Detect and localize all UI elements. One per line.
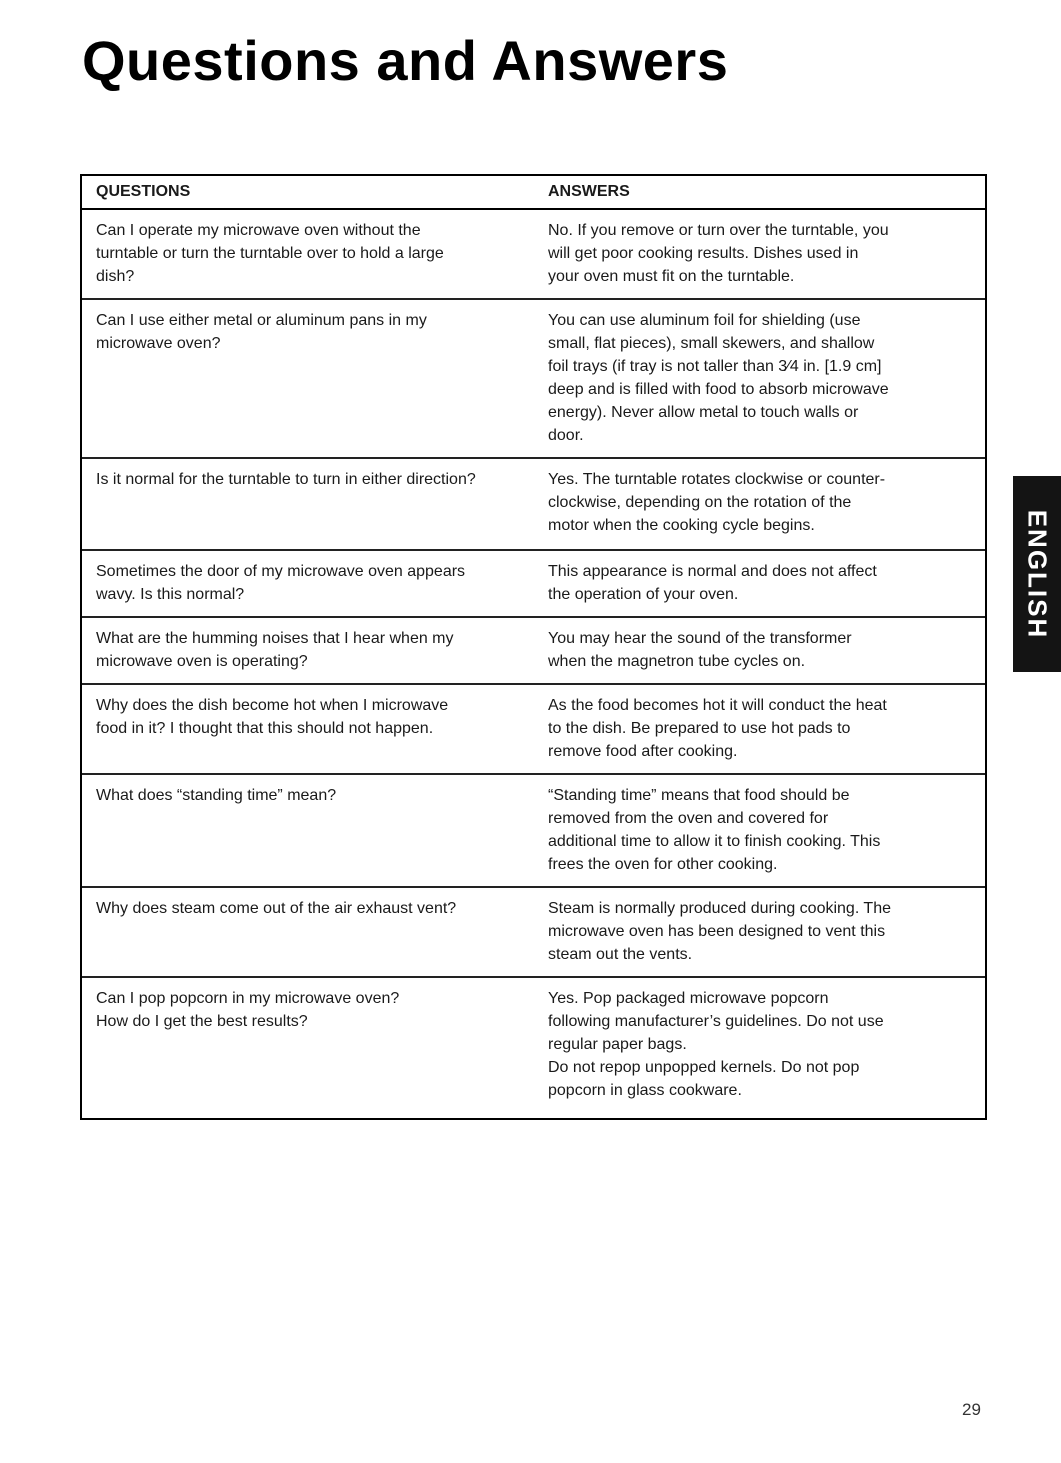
table-row xyxy=(82,978,985,1118)
table-row xyxy=(82,210,985,300)
answer-cell: “Standing time” means that food should be removed from the oven and covered for additional time to allow it to finish cooking. This frees the oven for other cooking. xyxy=(548,787,881,873)
question-cell: What are the humming noises that I hear when my microwave oven is operating? xyxy=(96,630,454,670)
answer-cell: Steam is normally produced during cooking. The microwave oven has been designed to vent this steam out the vents. xyxy=(548,900,891,963)
answers-header: ANSWERS xyxy=(548,183,630,200)
questions-header: QUESTIONS xyxy=(96,183,191,200)
qa-table xyxy=(80,174,987,1120)
answer-cell: As the food becomes hot it will conduct the heat to the dish. Be prepared to use hot pads to remove food after cooking. xyxy=(548,697,887,760)
language-tab-label: ENGLISH xyxy=(1022,509,1053,639)
question-cell: Why does the dish become hot when I microwave food in it? I thought that this should not happen. xyxy=(96,697,449,737)
table-header xyxy=(82,176,985,210)
question-cell: Why does steam come out of the air exhaust vent? xyxy=(96,900,457,917)
answer-cell: Yes. The turntable rotates clockwise or counter- clockwise, depending on the rotation of the motor when the cooking cycle begins. xyxy=(548,471,886,534)
question-cell: Can I operate my microwave oven without the turntable or turn the turntable over to hold a large dish? xyxy=(96,222,444,285)
answer-cell: You can use aluminum foil for shielding (use small, flat pieces), small skewers, and shallow foil trays (if tray is not taller than 3⁄4 in. [1.9 cm] deep and is filled with food to absorb microwave energy). Never allow metal to touch walls or door. xyxy=(548,312,889,444)
answer-cell: No. If you remove or turn over the turntable, you will get poor cooking results. Dishes used in your oven must fit on the turntable. xyxy=(548,222,889,285)
language-side-tab xyxy=(1013,476,1061,672)
question-cell: Can I use either metal or aluminum pans in my microwave oven? xyxy=(96,312,427,352)
question-cell: Is it normal for the turntable to turn in either direction? xyxy=(96,471,476,488)
table-row xyxy=(82,685,985,775)
page-title: Questions and Answers xyxy=(82,29,729,92)
table-row xyxy=(82,459,985,551)
table-row xyxy=(82,618,985,685)
table-row xyxy=(82,888,985,978)
answer-cell: This appearance is normal and does not affect the operation of your oven. xyxy=(548,563,877,603)
page-number: 29 xyxy=(962,1400,981,1419)
table-row xyxy=(82,551,985,618)
table-row xyxy=(82,775,985,888)
question-cell: Sometimes the door of my microwave oven appears wavy. Is this normal? xyxy=(96,563,466,603)
question-cell: What does “standing time” mean? xyxy=(96,787,337,804)
question-cell: Can I pop popcorn in my microwave oven? How do I get the best results? xyxy=(96,990,400,1030)
answer-cell: Yes. Pop packaged microwave popcorn following manufacturer’s guidelines. Do not use regular paper bags. Do not repop unpopped kernels. Do not pop popcorn in glass cookware. xyxy=(548,990,884,1099)
table-row xyxy=(82,300,985,459)
answer-cell: You may hear the sound of the transformer when the magnetron tube cycles on. xyxy=(548,630,852,670)
